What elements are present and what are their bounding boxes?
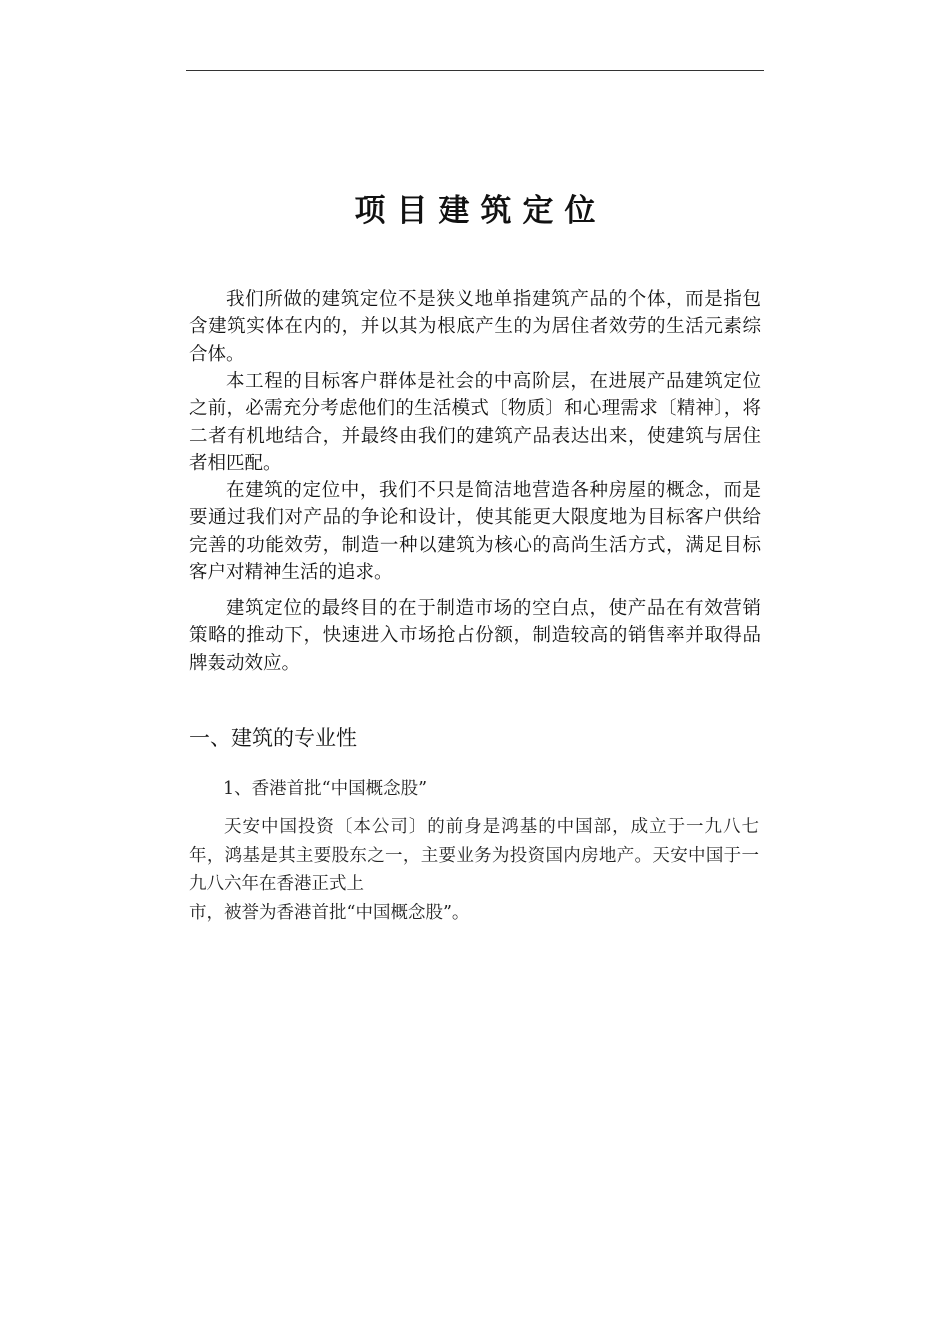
section-paragraph-line-1: 天安中国投资〔本公司〕的前身是鸿基的中国部，成立于一九八七年，鸿基是其主要股东之一，主要业务为投资国内房地产。天安中国于一九八六年在香港正式上: [189, 817, 759, 894]
paragraph-1: 我们所做的建筑定位不是狭义地单指建筑产品的个体，而是指包含建筑实体在内的，并以其为根底产生的为居住者效劳的生活元素综合体。: [189, 289, 761, 365]
section-paragraph-line-2: 市，被誉为香港首批“中国概念股”。: [189, 902, 470, 923]
page-title: 项目建筑定位: [354, 192, 607, 229]
paragraph-3: 在建筑的定位中，我们不只是简洁地营造各种房屋的概念，而是要通过我们对产品的争论和设计，使其能更大限度地为目标客户供给完善的功能效劳，制造一种以建筑为核心的高尚生活方式，满足目标客户对精神生活的追求。: [189, 480, 761, 584]
header-rule: [186, 70, 764, 71]
paragraph-2: 本工程的目标客户群体是社会的中高阶层，在进展产品建筑定位之前，必需充分考虑他们的生活模式〔物质〕和心理需求〔精神〕，将二者有机地结合，并最终由我们的建筑产品表达出来，使建筑与居住者相匹配。: [189, 371, 761, 475]
paragraph-4: 建筑定位的最终目的在于制造市场的空白点，使产品在有效营销策略的推动下，快速进入市场抢占份额，制造较高的销售率并取得品牌轰动效应。: [189, 598, 761, 674]
subsection-heading: 1、香港首批“中国概念股”: [223, 779, 428, 799]
section-heading: 一、建筑的专业性: [189, 726, 357, 750]
section-paragraph: [189, 813, 759, 927]
